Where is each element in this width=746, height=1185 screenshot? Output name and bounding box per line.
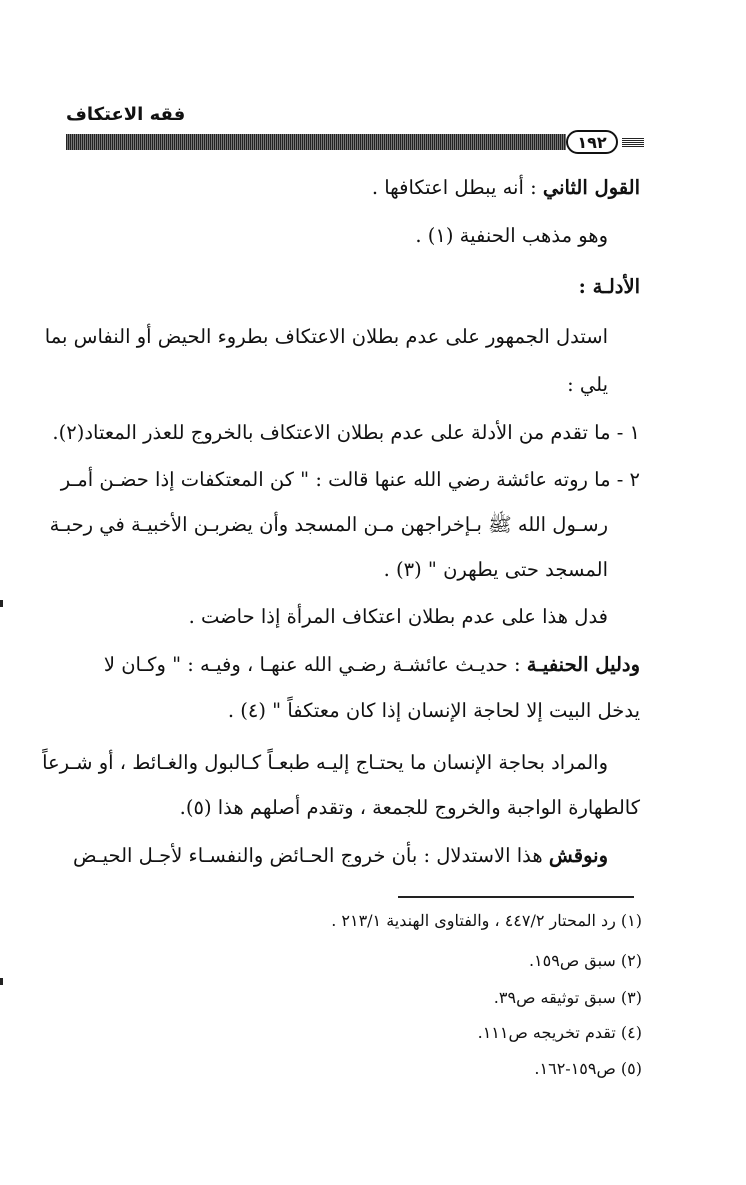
footnote: (٢) سبق ص١٥٩. [528,951,642,970]
paragraph-line: رسـول الله ﷺ بـإخراجهن مـن المسجد وأن يضربـن الأخبيـة في رحبـة [49,513,608,536]
section-heading [579,277,640,297]
header-rule [66,134,566,150]
bold-lead: ونوقش [548,844,608,867]
page-number: ١٩٢ [566,130,618,154]
paragraph-line [104,655,640,675]
paragraph-line: يلي : [567,373,608,396]
scan-mark [0,978,3,985]
line-text: : أنه يبطل اعتكافها . [371,176,543,199]
list-item: ١ - ما تقدم من الأدلة على عدم بطلان الاعتكاف بالخروج للعذر المعتاد(٢). [52,421,640,444]
footnote-divider [398,896,634,898]
paragraph-line: وهو مذهب الحنفية (١) . [415,224,608,247]
bold-lead: القول الثاني [542,176,640,199]
paragraph-line: فدل هذا على عدم بطلان اعتكاف المرأة إذا حاضت . [188,605,608,628]
scan-mark [0,600,3,607]
paragraph-line: والمراد بحاجة الإنسان ما يحتـاج إليـه طبعـاً كـالبول والغـائط ، أو شـرعاً [42,751,608,774]
paragraph-line: يدخل البيت إلا لحاجة الإنسان إذا كان معتكفاً " (٤) . [227,699,640,722]
paragraph-line [73,846,608,866]
paragraph-line: المسجد حتى يطهرن " (٣) . [383,558,608,581]
bold-lead: ودليل الحنفيـة [526,653,640,676]
heading-text: الأدلـة : [578,275,640,298]
header-rule-end [622,138,644,147]
line-text: هذا الاستدلال : بأن خروج الحـائض والنفسـاء لأجـل الحيـض [73,844,549,867]
list-item: ٢ - ما روته عائشة رضي الله عنها قالت : " كن المعتكفات إذا حضـن أمـر [60,468,640,491]
running-title: فقه الاعتكاف [66,104,186,125]
footnote: (٥) ص١٥٩-١٦٢. [534,1059,642,1078]
footnote: (١) رد المحتار ٤٤٧/٢ ، والفتاوى الهندية ٢١٣/١ . [331,911,642,930]
footnote: (٣) سبق توثيقه ص٣٩. [493,988,642,1007]
paragraph-line: استدل الجمهور على عدم بطلان الاعتكاف بطروء الحيض أو النفاس بما [44,325,608,348]
footnote: (٤) تقدم تخريجه ص١١١. [477,1023,642,1042]
paragraph-line [372,178,640,198]
line-text: : حديـث عائشـة رضـي الله عنهـا ، وفيـه : " وكـان لا [103,653,527,676]
paragraph-line: كالطهارة الواجبة والخروج للجمعة ، وتقدم أصلهم هذا (٥). [179,796,640,819]
